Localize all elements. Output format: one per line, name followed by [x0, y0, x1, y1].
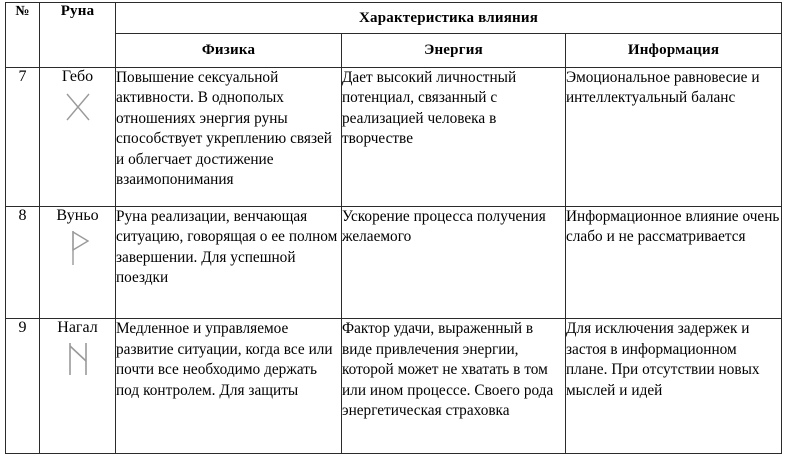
row-number: 9 — [6, 319, 40, 454]
row-information: Для исключения задержек и застоя в информационном плане. При отсутствии новых мыслей и идей — [566, 319, 782, 454]
row-energy: Фактор удачи, выраженный в виде привлечения энергии, которой может не хватать в том или ином процессе. Своего рода энергетическая страховка — [342, 319, 566, 454]
rune-name-label: Гебо — [61, 68, 94, 85]
row-physics: Медленное и управляемое развитие ситуации, когда все или почти все необходимо держать под контролем. Для защиты — [116, 319, 342, 454]
row-information: Эмоциональное равновесие и интеллектуальный баланс — [566, 68, 782, 207]
header-rune: Руна — [40, 3, 116, 68]
row-information: Информационное влияние очень слабо и не рассматривается — [566, 206, 782, 319]
header-number — [6, 3, 40, 68]
table-row — [6, 319, 782, 454]
header-number-label: № — [15, 4, 30, 19]
row-energy: Дает высокий личностный потенциал, связанный с реализацией человека в творчестве — [342, 68, 566, 207]
runes-characteristics-table — [5, 2, 782, 454]
table-header — [6, 3, 782, 68]
row-energy: Ускорение процесса получения желаемого — [342, 206, 566, 319]
row-number: 7 — [6, 68, 40, 207]
wunjo-rune-icon — [61, 229, 95, 267]
header-physics: Физика — [116, 34, 342, 68]
hagalaz-rune-icon — [61, 341, 95, 377]
gebo-rune-icon — [61, 90, 95, 124]
rune-name-label: Вуньо — [56, 206, 99, 224]
row-physics: Повышение сексуальной активности. В однополых отношениях энергия руны способствует укреплению связей и облегчает достижение взаимопонимания — [116, 68, 342, 207]
header-information: Информация — [566, 34, 782, 68]
row-rune — [40, 206, 116, 319]
rune-name-label: Нагал — [57, 319, 98, 337]
row-physics: Руна реализации, венчающая ситуацию, говорящая о ее полном завершении. Для успешной поездки — [116, 206, 342, 319]
table-row — [6, 68, 782, 207]
row-rune — [40, 319, 116, 454]
table-row — [6, 206, 782, 319]
table-body — [6, 68, 782, 454]
header-energy: Энергия — [342, 34, 566, 68]
header-row-group — [6, 3, 782, 34]
row-number: 8 — [6, 206, 40, 319]
header-influence-characteristic: Характеристика влияния — [116, 3, 782, 34]
header-row-sub — [6, 34, 782, 68]
row-rune — [40, 68, 116, 207]
